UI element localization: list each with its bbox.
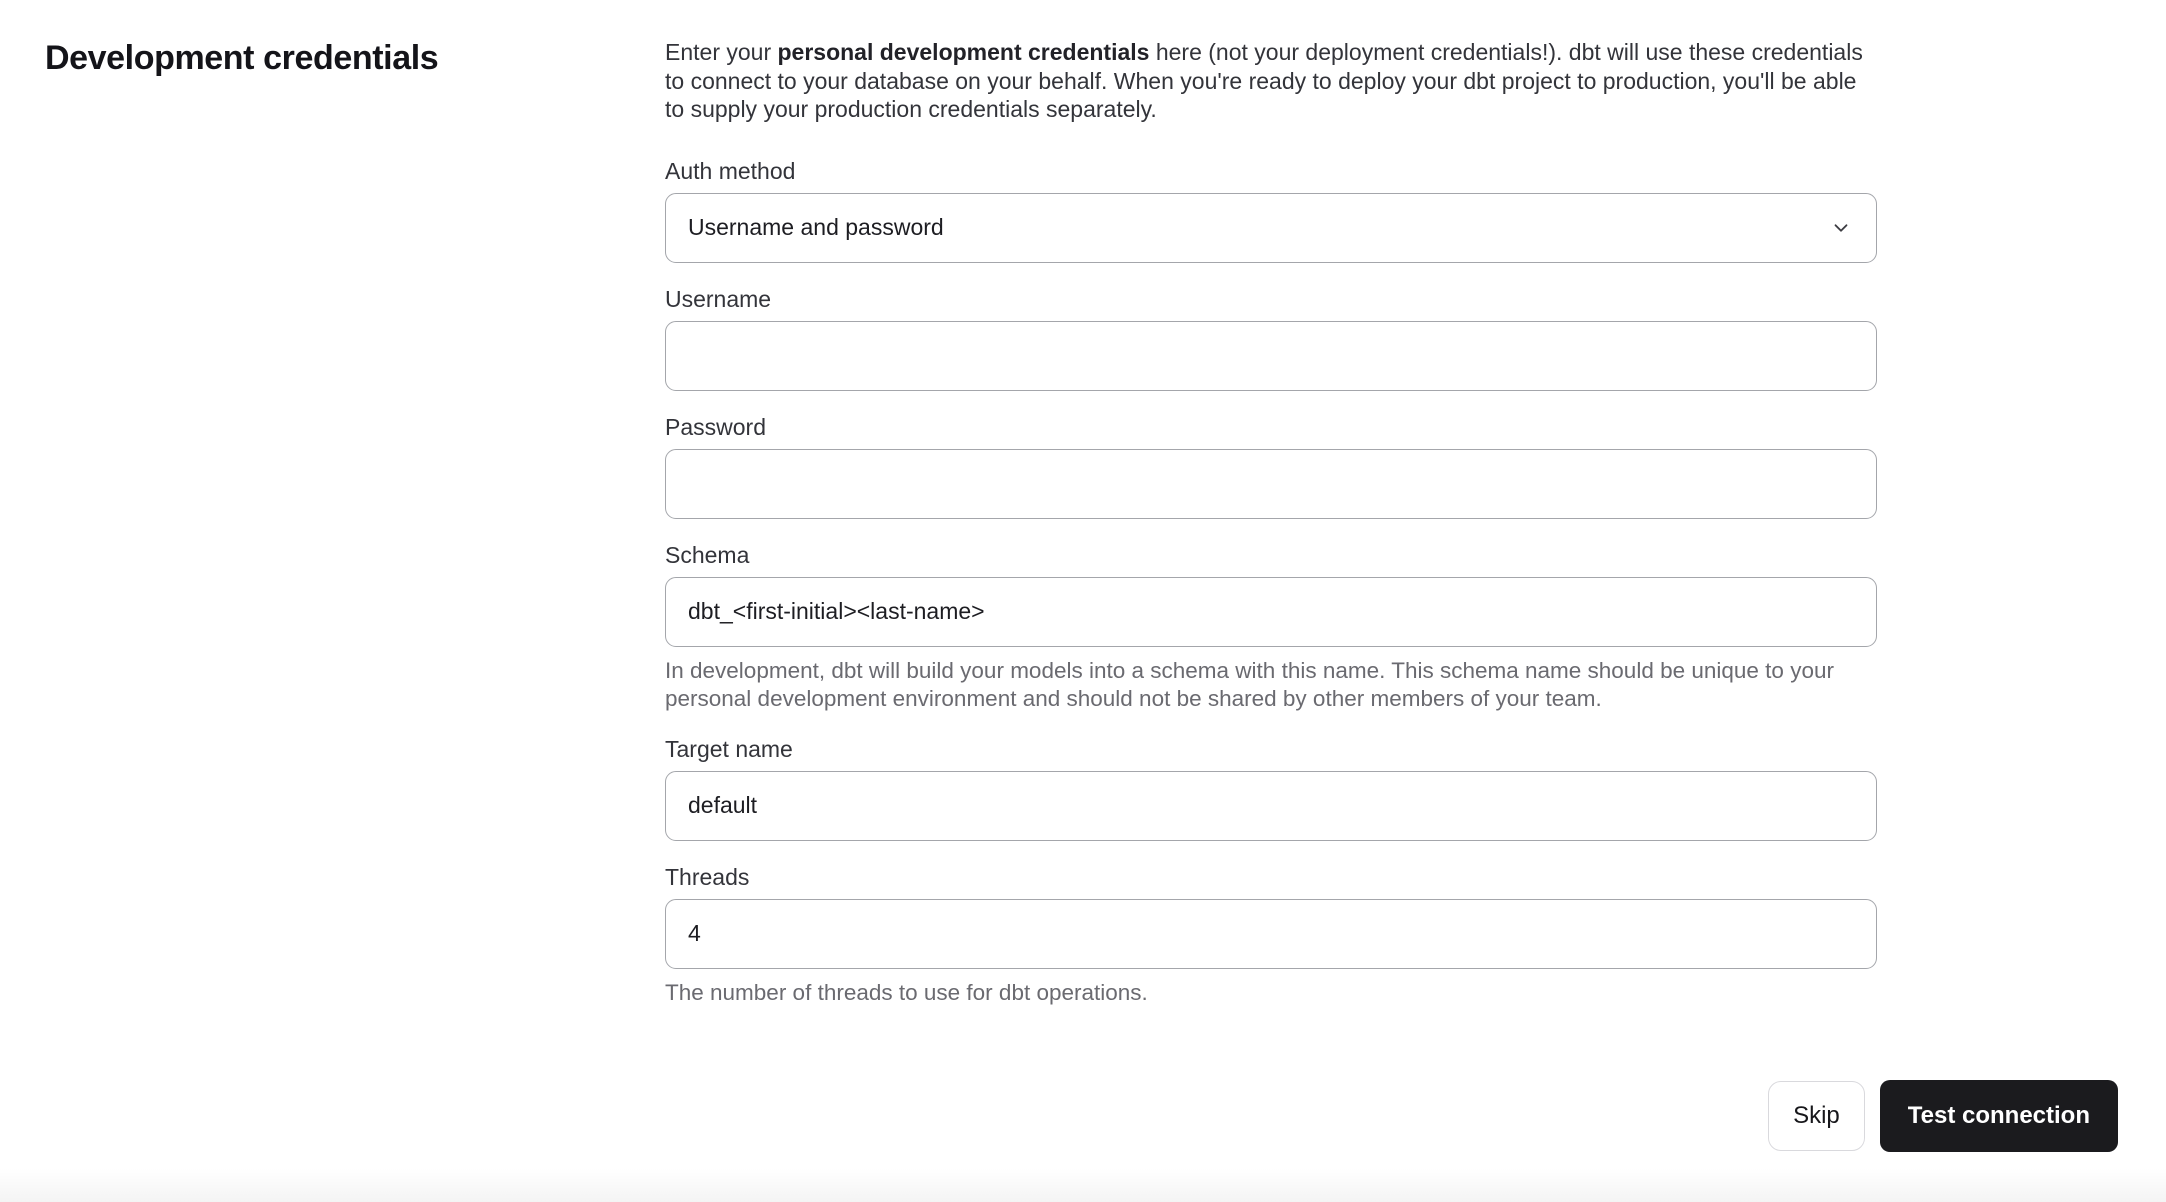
threads-field [665, 864, 1877, 1007]
description-part3: here (not your deployment credentials!). dbt will use these credentials to connect to your database on your behalf. When you're ready to deploy your dbt project to production, you'll be able to supply your production credentials separately. [665, 39, 1863, 122]
threads-input[interactable] [665, 899, 1877, 969]
bottom-edge-shadow [0, 1168, 2166, 1202]
target-name-input[interactable] [665, 771, 1877, 841]
page-title: Development credentials [45, 39, 439, 77]
auth-method-field [665, 158, 1877, 263]
auth-method-selected-value: Username and password [688, 214, 944, 240]
threads-help-text: The number of threads to use for dbt operations. [665, 979, 1148, 1005]
schema-field [665, 542, 1877, 713]
password-input[interactable] [665, 449, 1877, 519]
schema-help-text: In development, dbt will build your models into a schema with this name. This schema name should be unique to your personal development environment and should not be shared by other members of your team. [665, 657, 1834, 711]
description-emphasis: personal development credentials [777, 39, 1150, 65]
target-name-field [665, 736, 1877, 841]
threads-label: Threads [665, 863, 750, 890]
target-name-label: Target name [665, 735, 793, 762]
auth-method-label: Auth method [665, 157, 796, 184]
credentials-form [665, 38, 1877, 1007]
username-field [665, 286, 1877, 391]
username-label: Username [665, 285, 772, 312]
chevron-down-icon [1830, 217, 1852, 239]
skip-button[interactable]: Skip [1768, 1081, 1865, 1151]
schema-input[interactable] [665, 577, 1877, 647]
test-connection-button[interactable]: Test connection [1880, 1080, 2118, 1152]
username-input[interactable] [665, 321, 1877, 391]
credentials-description [665, 38, 1877, 124]
form-actions [1768, 1080, 2118, 1152]
description-part1: Enter your [665, 39, 778, 65]
schema-label: Schema [665, 541, 750, 568]
password-field [665, 414, 1877, 519]
password-label: Password [665, 413, 766, 440]
auth-method-select[interactable] [665, 193, 1877, 263]
